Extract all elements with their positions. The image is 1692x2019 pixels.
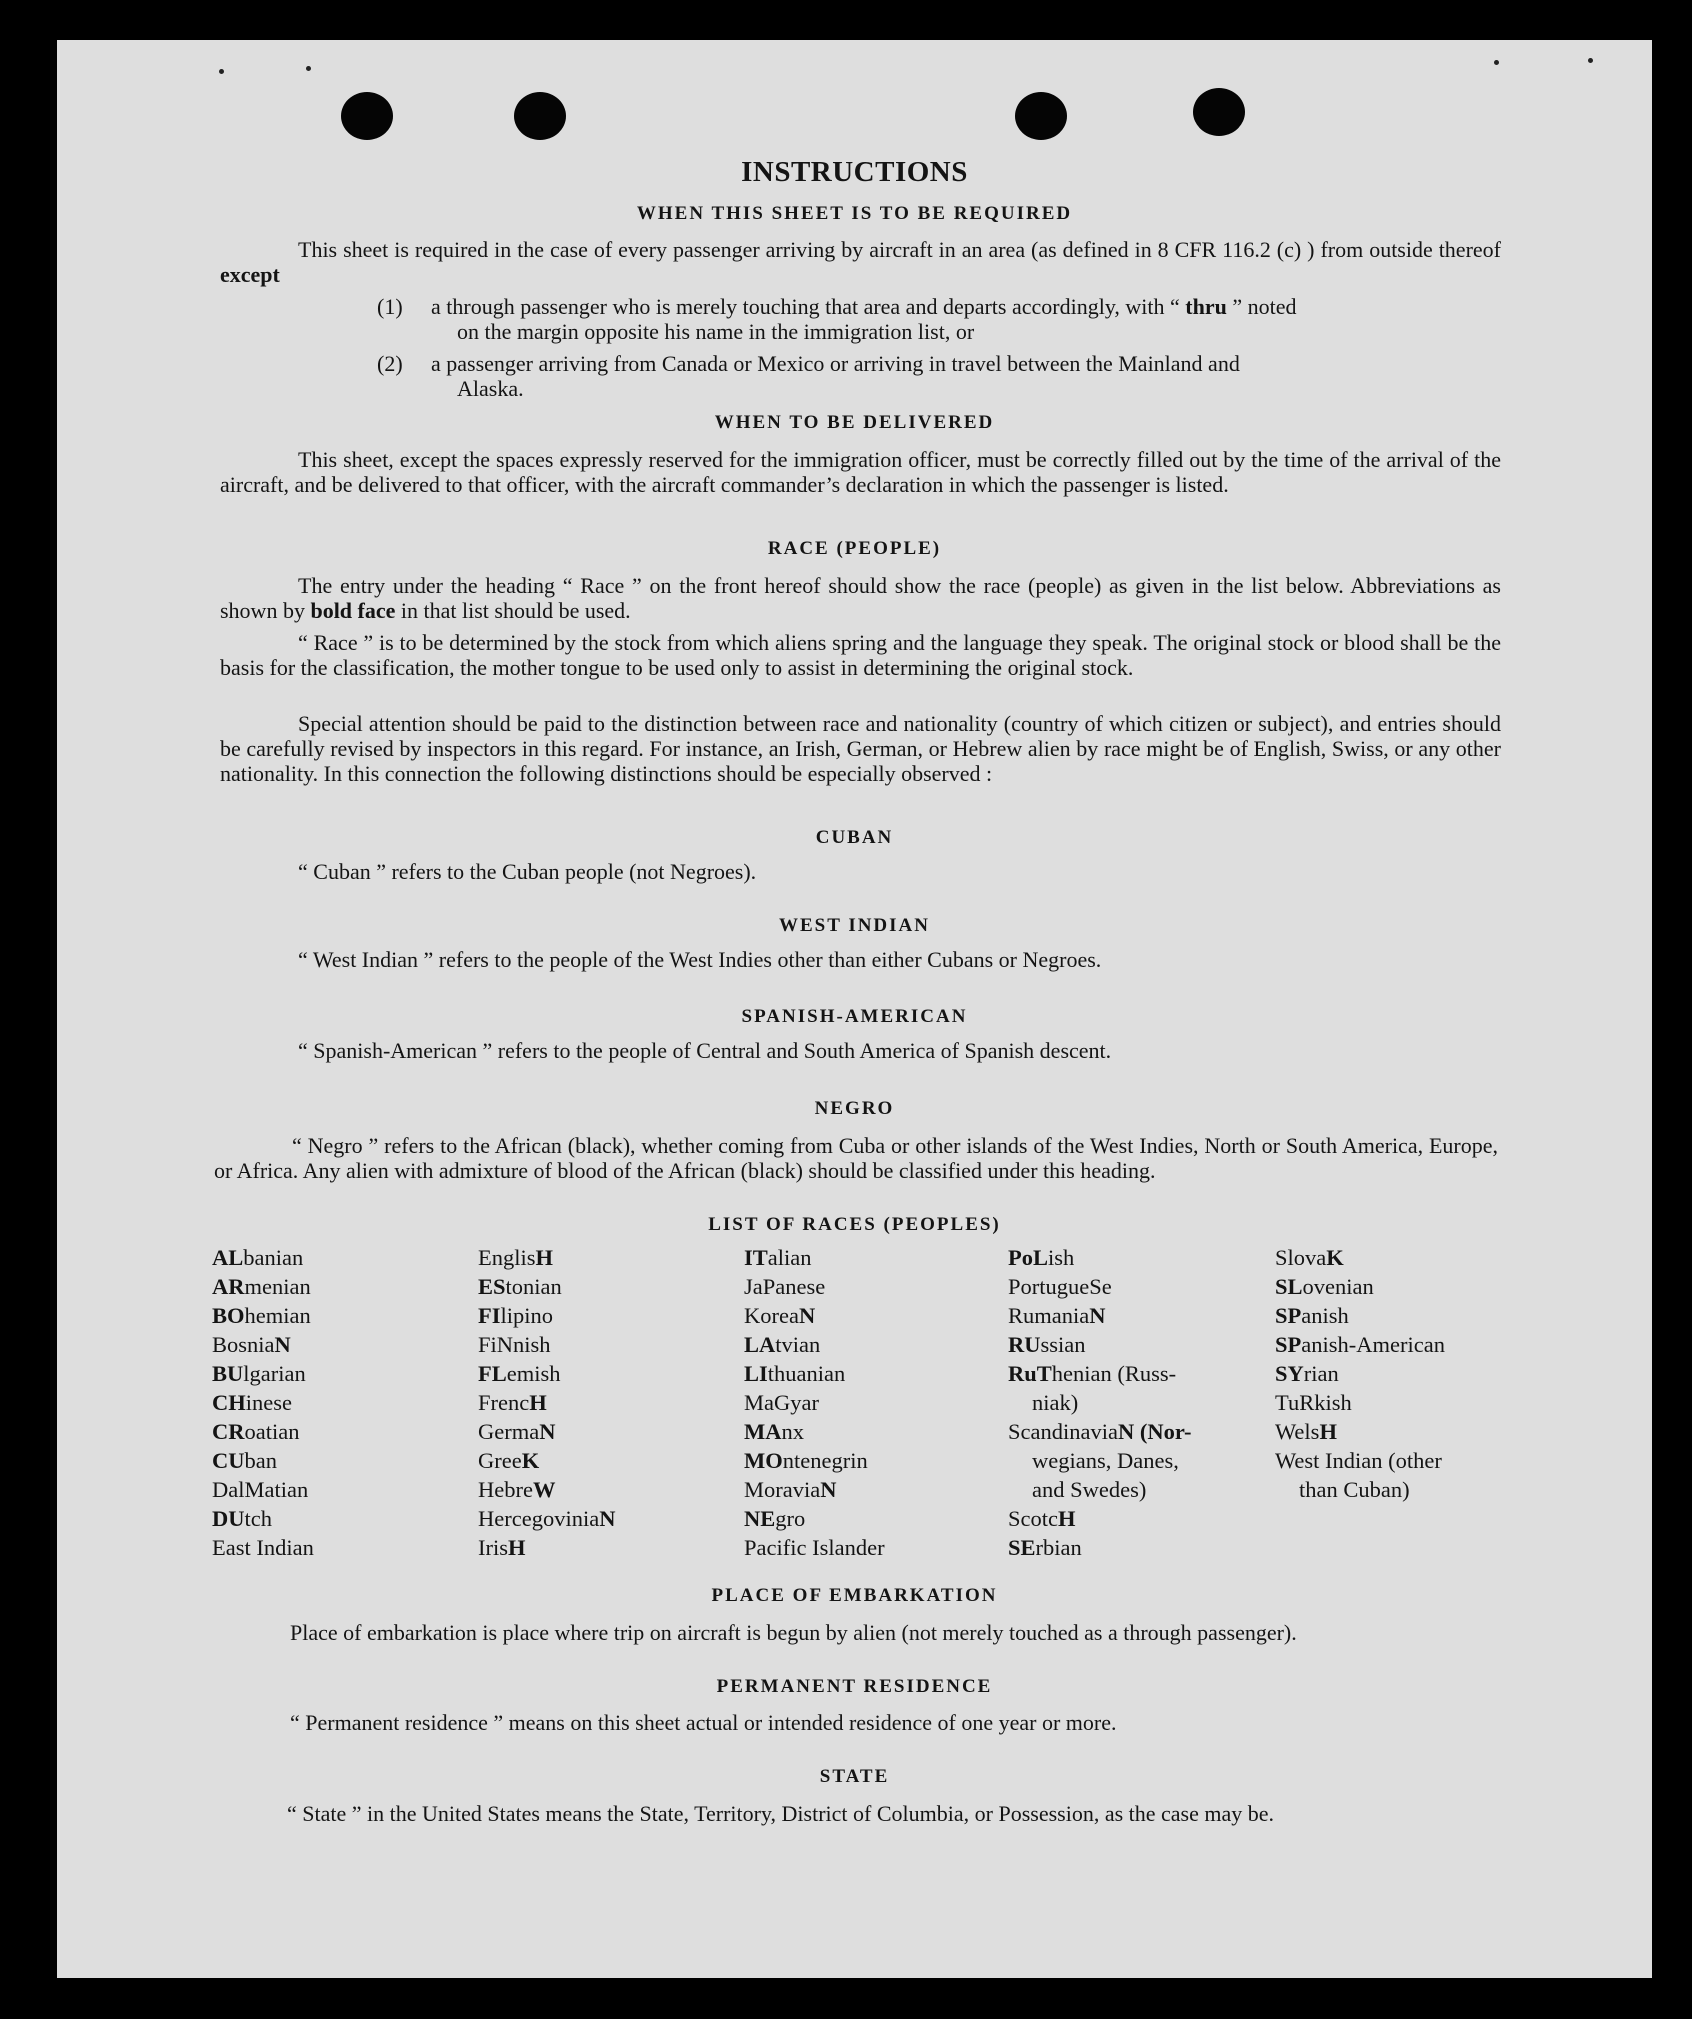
race-text: MaGyar [744, 1390, 819, 1415]
race-text: Frenc [478, 1390, 530, 1415]
paragraph-text: This sheet, except the spaces expressly reserved for the immigration officer, must be correctly filled out by the time of the arrival of the aircraft, and be delivered to that officer, with the aircraft commander’s declaration in which the passenger is listed. [220, 447, 1501, 497]
race-text: thuanian [767, 1361, 846, 1386]
race-entry [744, 1388, 885, 1417]
race-text: TuRkish [1275, 1390, 1352, 1415]
race-text: nx [781, 1419, 804, 1444]
race-column [1008, 1243, 1191, 1562]
race-abbrev: ES [478, 1274, 506, 1299]
race-entry [744, 1243, 885, 1272]
heading-cuban: CUBAN [815, 827, 894, 848]
intro-bold: except [220, 262, 280, 287]
para-embarkation [212, 1620, 1500, 1645]
para-negro [214, 1133, 1498, 1183]
race-entry [1275, 1272, 1445, 1301]
race-column [1275, 1243, 1445, 1504]
race-text: DalMatian [212, 1477, 309, 1502]
race-text: lipino [500, 1303, 554, 1328]
race-text: banian [243, 1245, 304, 1270]
race-entry [1008, 1417, 1191, 1446]
race-entry [1275, 1446, 1445, 1475]
race-entry [478, 1272, 615, 1301]
race-abbrev: AL [212, 1245, 244, 1270]
race-text: tonian [505, 1274, 562, 1299]
race-text: rian [1303, 1361, 1339, 1386]
speck [1588, 58, 1593, 63]
race-abbrev: SP [1275, 1332, 1302, 1357]
item-2 [377, 351, 1501, 401]
race-entry [1275, 1388, 1445, 1417]
race-column [478, 1243, 615, 1562]
race-entry [1008, 1504, 1191, 1533]
race-text: Scandinavia [1008, 1419, 1118, 1444]
race-abbrev: SY [1275, 1361, 1304, 1386]
race-entry [1008, 1301, 1191, 1330]
paragraph-text: “ Spanish-American ” refers to the people of Central and South America of Spanish descent. [298, 1038, 1112, 1063]
heading-residence: PERMANENT RESIDENCE [716, 1676, 993, 1697]
item-continuation: Alaska. [457, 376, 524, 401]
race-abbrev: RuT [1008, 1361, 1052, 1386]
paragraph-text: “ West Indian ” refers to the people of the West Indies other than either Cubans or Negroes. [298, 947, 1102, 972]
para-west-indian [220, 947, 1501, 972]
punch-hole [1015, 92, 1067, 140]
race-entry [1008, 1533, 1191, 1562]
race-entry [212, 1330, 314, 1359]
race-entry [212, 1301, 314, 1330]
page-title: INSTRUCTIONS [741, 156, 968, 188]
race-abbrev: K [1326, 1245, 1344, 1270]
race-entry [478, 1330, 615, 1359]
race-entry [1275, 1475, 1445, 1504]
race-entry [1008, 1272, 1191, 1301]
paragraph-text: in that list should be used. [395, 598, 631, 623]
speck [219, 69, 224, 74]
race-list [212, 1243, 1552, 1563]
para-state [209, 1801, 1500, 1826]
para-cuban [220, 859, 1501, 884]
race-text: Bosnia [212, 1332, 275, 1357]
race-abbrev: FI [478, 1303, 501, 1328]
race-text: hemian [244, 1303, 311, 1328]
punch-hole [514, 92, 566, 140]
race-text: than Cuban) [1299, 1477, 1410, 1502]
heading-race: RACE (PEOPLE) [767, 538, 942, 559]
race-text: henian (Russ- [1051, 1361, 1177, 1386]
paragraph-text: “ State ” in the United States means the State, Territory, District of Columbia, or Possession, as the case may be. [287, 1801, 1275, 1826]
race-abbrev: BU [212, 1361, 244, 1386]
race-entry [744, 1359, 885, 1388]
paragraph-text: “ Race ” is to be determined by the stock from which aliens spring and the language they speak. The original stock or blood shall be the basis for the classification, the mother tongue to be used only to assist in determining the original stock. [220, 630, 1501, 680]
race-entry [212, 1388, 314, 1417]
race-entry [744, 1417, 885, 1446]
race-abbrev: FL [478, 1361, 507, 1386]
item-text: a passenger arriving from Canada or Mexico or arriving in travel between the Mainland and [431, 351, 1240, 376]
race-abbrev: RU [1008, 1332, 1041, 1357]
item-continuation: on the margin opposite his name in the immigration list, or [457, 319, 975, 344]
heading-delivered: WHEN TO BE DELIVERED [714, 412, 995, 433]
race-text: Wels [1275, 1419, 1320, 1444]
race-abbrev: CH [212, 1390, 246, 1415]
race-entry [212, 1272, 314, 1301]
race-entry [478, 1243, 615, 1272]
race-entry [478, 1417, 615, 1446]
punch-hole [1193, 88, 1245, 136]
intro-text: This sheet is required in the case of every passenger arriving by aircraft in an area (as defined in 8 CFR 116.2 (c) ) from outside thereof [298, 237, 1501, 262]
heading-state: STATE [819, 1766, 890, 1787]
race-abbrev: N [539, 1419, 556, 1444]
race-text: West Indian (other [1275, 1448, 1442, 1473]
race-entry [1275, 1330, 1445, 1359]
race-column [744, 1243, 885, 1562]
heading-negro: NEGRO [814, 1098, 895, 1119]
race-abbrev: N (Nor- [1117, 1419, 1192, 1444]
race-text: lgarian [243, 1361, 306, 1386]
race-text: and Swedes) [1032, 1477, 1147, 1502]
paragraph-text: Place of embarkation is place where trip on aircraft is begun by alien (not merely touched as a through passenger). [290, 1620, 1297, 1645]
race-abbrev: N [599, 1506, 616, 1531]
race-abbrev: SE [1008, 1535, 1036, 1560]
paragraph-text: Special attention should be paid to the distinction between race and nationality (country of which citizen or subject), and entries should be carefully revised by inspectors in this regard. For instance, an Irish, German, or Hebrew alien by race might be of English, Swiss, or any other nationality. In this connection the following distinctions should be especially observed : [220, 711, 1501, 786]
race-entry [744, 1504, 885, 1533]
race-text: alian [767, 1245, 812, 1270]
race-text: Iris [478, 1535, 508, 1560]
paragraph-text: The entry under the heading “ Race ” on the front hereof should show the race (people) as given in the list below. Abbreviations as shown by [220, 573, 1501, 623]
heading-spanish-american: SPANISH-AMERICAN [741, 1006, 968, 1027]
race-text: rbian [1035, 1535, 1082, 1560]
race-abbrev: SL [1275, 1274, 1303, 1299]
race-text: Hebre [478, 1477, 533, 1502]
heading-required: WHEN THIS SHEET IS TO BE REQUIRED [636, 203, 1073, 224]
race-abbrev: N [1089, 1303, 1106, 1328]
race-text: ovenian [1302, 1274, 1374, 1299]
race-text: FiNnish [478, 1332, 551, 1357]
race-text: Englis [478, 1245, 536, 1270]
race-text: gro [775, 1506, 806, 1531]
race-abbrev: LI [744, 1361, 768, 1386]
race-abbrev: K [521, 1448, 540, 1473]
race-entry [478, 1446, 615, 1475]
para-residence [212, 1710, 1500, 1735]
race-entry [478, 1475, 615, 1504]
race-text: East Indian [212, 1535, 314, 1560]
race-text: Hercegovinia [478, 1506, 600, 1531]
race-entry [212, 1446, 314, 1475]
race-abbrev: NE [744, 1506, 776, 1531]
race-text: Moravia [744, 1477, 821, 1502]
race-abbrev: H [535, 1245, 554, 1270]
race-abbrev: IT [744, 1245, 768, 1270]
race-entry [212, 1475, 314, 1504]
item-text: ” noted [1226, 294, 1297, 319]
para-race-1 [220, 573, 1501, 623]
para-race-2 [220, 630, 1501, 680]
race-abbrev: BO [212, 1303, 245, 1328]
race-entry [478, 1388, 615, 1417]
race-abbrev: LA [744, 1332, 776, 1357]
para-race-3 [220, 711, 1501, 786]
race-abbrev: DU [212, 1506, 245, 1531]
item-text: a through passenger who is merely touching that area and departs accordingly, with “ [431, 294, 1186, 319]
race-abbrev: N [274, 1332, 291, 1357]
race-text: anish-American [1301, 1332, 1445, 1357]
race-entry [212, 1533, 314, 1562]
race-text: niak) [1032, 1390, 1079, 1415]
race-entry [744, 1272, 885, 1301]
race-entry [478, 1504, 615, 1533]
race-entry [1008, 1446, 1191, 1475]
race-text: ssian [1040, 1332, 1086, 1357]
race-entry [478, 1533, 615, 1562]
paragraph-text: “ Permanent residence ” means on this sheet actual or intended residence of one year or more. [290, 1710, 1117, 1735]
race-entry [478, 1301, 615, 1330]
heading-embarkation: PLACE OF EMBARKATION [711, 1585, 998, 1606]
para-spanish-american [220, 1038, 1501, 1063]
race-text: Gree [478, 1448, 522, 1473]
race-entry [478, 1359, 615, 1388]
race-abbrev: H [529, 1390, 547, 1415]
race-abbrev: H [1319, 1419, 1337, 1444]
item-bold: thru [1185, 294, 1227, 319]
race-abbrev: CU [212, 1448, 245, 1473]
race-text: JaPanese [744, 1274, 826, 1299]
bold-text: bold face [310, 598, 396, 623]
speck [1494, 60, 1499, 65]
race-text: Korea [744, 1303, 799, 1328]
race-text: inese [245, 1390, 292, 1415]
item-number: (1) [377, 294, 403, 319]
race-column [212, 1243, 314, 1562]
heading-list: LIST OF RACES (PEOPLES) [708, 1214, 1001, 1235]
race-entry [212, 1504, 314, 1533]
heading-west-indian: WEST INDIAN [779, 915, 930, 936]
document-page [57, 40, 1652, 1978]
race-text: ntenegrin [782, 1448, 868, 1473]
race-entry [744, 1301, 885, 1330]
race-abbrev: CR [212, 1419, 245, 1444]
para-required-intro [220, 237, 1501, 287]
race-text: tch [244, 1506, 272, 1531]
race-entry [1008, 1243, 1191, 1272]
race-abbrev: SP [1275, 1303, 1302, 1328]
race-entry [1275, 1243, 1445, 1272]
item-number: (2) [377, 351, 403, 376]
race-entry [1008, 1359, 1191, 1388]
race-entry [1275, 1359, 1445, 1388]
race-text: Rumania [1008, 1303, 1090, 1328]
race-text: Pacific Islander [744, 1535, 885, 1560]
punch-hole [341, 92, 393, 140]
race-abbrev: AR [212, 1274, 245, 1299]
race-abbrev: MA [744, 1419, 782, 1444]
item-1 [377, 294, 1501, 344]
para-delivered [220, 447, 1501, 497]
race-text: emish [506, 1361, 561, 1386]
race-text: tvian [775, 1332, 821, 1357]
race-text: ish [1048, 1245, 1075, 1270]
race-abbrev: PoL [1008, 1245, 1049, 1270]
race-entry [1275, 1417, 1445, 1446]
race-entry [212, 1359, 314, 1388]
race-entry [212, 1417, 314, 1446]
race-text: Slova [1275, 1245, 1327, 1270]
race-text: wegians, Danes, [1032, 1448, 1179, 1473]
race-text: anish [1301, 1303, 1349, 1328]
race-entry [744, 1446, 885, 1475]
race-entry [1008, 1330, 1191, 1359]
race-entry [1275, 1301, 1445, 1330]
race-abbrev: N [820, 1477, 837, 1502]
race-entry [744, 1533, 885, 1562]
race-text: menian [244, 1274, 311, 1299]
race-entry [744, 1475, 885, 1504]
paragraph-text: “ Cuban ” refers to the Cuban people (not Negroes). [298, 859, 757, 884]
race-entry [1008, 1475, 1191, 1504]
race-entry [212, 1243, 314, 1272]
race-abbrev: W [532, 1477, 556, 1502]
race-entry [744, 1330, 885, 1359]
race-abbrev: H [508, 1535, 526, 1560]
race-abbrev: MO [744, 1448, 783, 1473]
race-text: Scotc [1008, 1506, 1058, 1531]
race-text: Germa [478, 1419, 540, 1444]
race-text: oatian [244, 1419, 300, 1444]
paragraph-text: “ Negro ” refers to the African (black), whether coming from Cuba or other islands of the West Indies, North or South America, Europe, or Africa. Any alien with admixture of blood of the African (black) should be classified under this heading. [214, 1133, 1498, 1183]
speck [306, 66, 311, 71]
race-abbrev: H [1058, 1506, 1076, 1531]
race-entry [1008, 1388, 1191, 1417]
race-abbrev: N [798, 1303, 816, 1328]
race-text: ban [244, 1448, 277, 1473]
race-text: PortugueSe [1008, 1274, 1112, 1299]
